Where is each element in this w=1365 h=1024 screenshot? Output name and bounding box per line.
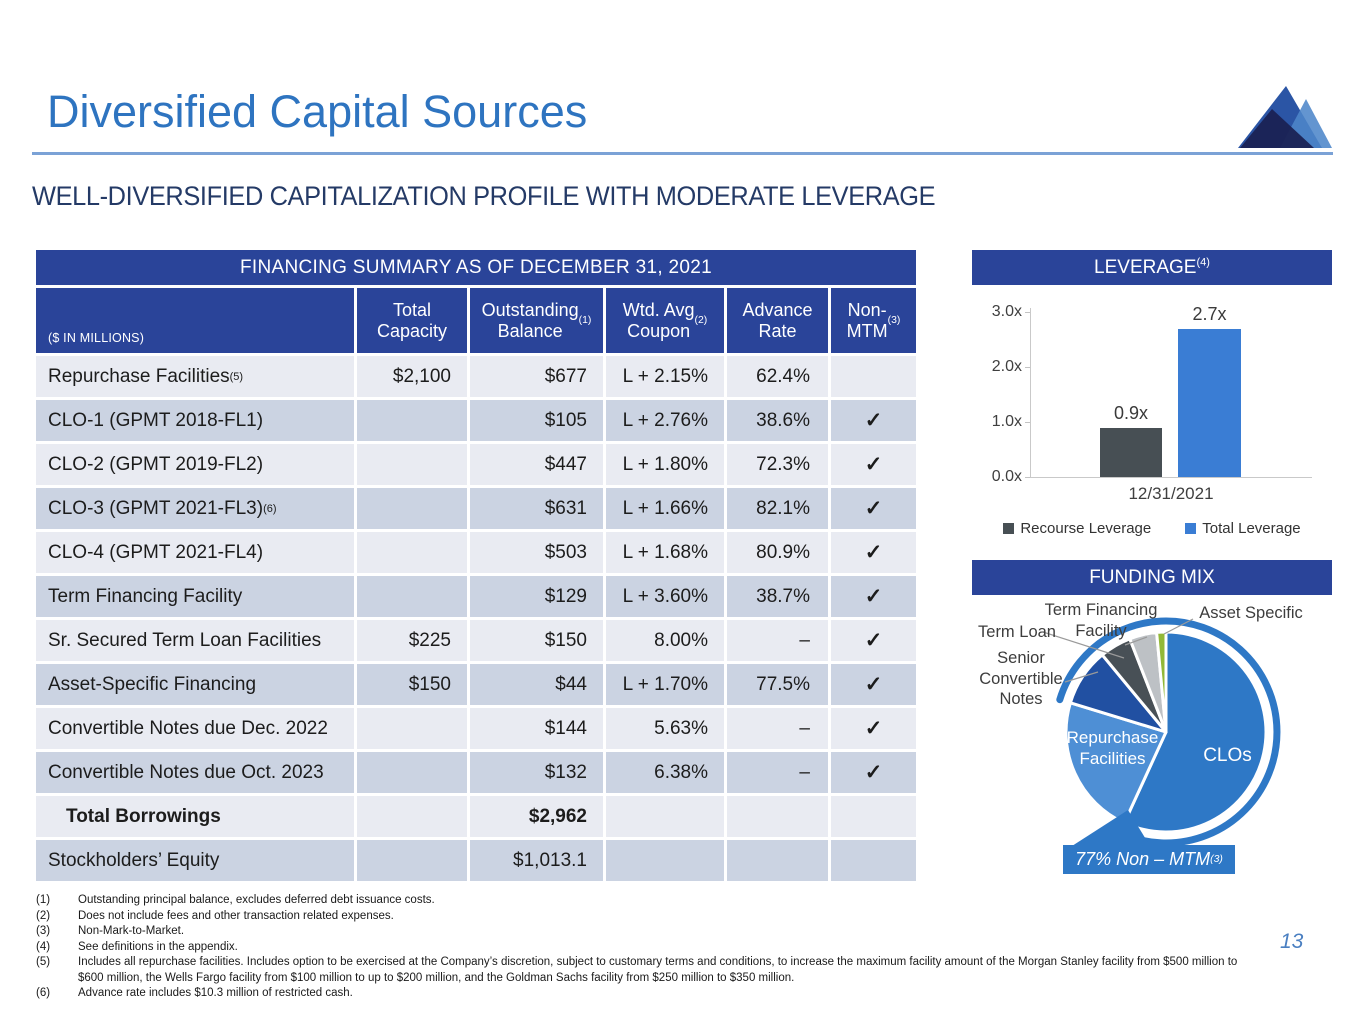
leverage-header [972,250,1332,285]
footnote [36,986,1264,1002]
column-header-5: Non- MTM (3) [831,288,916,353]
row-label: CLO-3 (GPMT 2021-FL3) (6) [36,488,354,529]
cell-non-mtm [831,620,916,661]
cell-wtd-avg-coupon: 5.63% [606,708,724,749]
cell-non-mtm [831,488,916,529]
cell-outstanding-balance: $150 [470,620,603,661]
legend-label: Recourse Leverage [1020,520,1152,537]
cell-advance-rate: 62.4% [727,356,828,397]
footnote-text: Non-Mark-to-Market. [78,925,185,937]
cell-non-mtm [831,356,916,397]
cell-wtd-avg-coupon: L + 2.76% [606,400,724,441]
legend-item [1003,520,1151,537]
cell-advance-rate: 80.9% [727,532,828,573]
x-axis-label: 12/31/2021 [1128,484,1214,503]
non-mtm-check-icon: ✓ [864,453,883,476]
row-label: Asset-Specific Financing [36,664,354,705]
leverage-title-text: LEVERAGE [1094,257,1197,278]
cell-outstanding-balance: $129 [470,576,603,617]
chart-legend [972,520,1332,537]
cell-outstanding-balance: $132 [470,752,603,793]
cell-total-capacity [357,840,467,881]
cell-wtd-avg-coupon: L + 1.80% [606,444,724,485]
cell-advance-rate: 38.6% [727,400,828,441]
legend-item [1185,520,1300,537]
cell-advance-rate: 82.1% [727,488,828,529]
cell-advance-rate: – [727,752,828,793]
row-label: Term Financing Facility [36,576,354,617]
y-tick-label: 3.0x [991,303,1022,320]
footnote-number: (2) [36,909,51,922]
leverage-panel [972,250,1332,538]
cell-total-capacity: $150 [357,664,467,705]
cell-total-capacity [357,444,467,485]
x-axis-line [1030,477,1312,478]
non-mtm-check-icon: ✓ [864,761,883,784]
cell-non-mtm [831,576,916,617]
pie-label-asset-specific: Asset Specific [1199,604,1303,622]
table-row [36,752,916,793]
footnote-number: (1) [36,894,51,906]
y-tick-mark [1025,422,1030,423]
y-tick-label: 2.0x [991,358,1022,375]
cell-wtd-avg-coupon: L + 1.68% [606,532,724,573]
table-row [36,708,916,749]
table-row [36,400,916,441]
column-header-2: Outstanding Balance (1) [470,288,603,353]
financing-summary-header: FINANCING SUMMARY AS OF DECEMBER 31, 2021 [36,250,916,285]
cell-wtd-avg-coupon: L + 1.70% [606,664,724,705]
pie-label-senior-convertible-notes: Senior Convertible Notes [979,649,1063,709]
financing-table-column-headers [36,288,916,353]
unit-label: ($ IN MILLIONS) [36,288,354,353]
footnote-number: (5) [36,956,51,968]
non-mtm-check-icon: ✓ [864,629,883,652]
leverage-bar-chart [972,288,1332,538]
column-header-1: Total Capacity [357,288,467,353]
table-row [36,840,916,881]
non-mtm-check-icon: ✓ [864,497,883,520]
pie-label-repurchase-facilities: Repurchase Facilities [1066,728,1159,769]
table-row [36,488,916,529]
page-number: 13 [1280,930,1304,953]
cell-total-capacity [357,488,467,529]
cell-wtd-avg-coupon [606,840,724,881]
cell-advance-rate: – [727,708,828,749]
cell-total-capacity [357,400,467,441]
table-row [36,356,916,397]
table-row [36,532,916,573]
table-row [36,796,916,837]
table-row [36,664,916,705]
footnote [36,924,1264,940]
pie-label-term-loan: Term Loan [978,623,1056,641]
cell-wtd-avg-coupon: L + 2.15% [606,356,724,397]
table-row [36,620,916,661]
cell-non-mtm [831,444,916,485]
financing-table-body [36,356,916,881]
cell-total-capacity: $2,100 [357,356,467,397]
cell-outstanding-balance: $677 [470,356,603,397]
non-mtm-callout: 77% Non – MTM (3) [1063,845,1235,874]
footnote-text: Includes all repurchase facilities. Includes option to be exercised at the Company’s discretion, subject to customary terms and conditions, to increase the maximum facility amount of the Morgan Stanley facility from $500 million to $600 million, the Wells Fargo facility from $100 million to up to $200 million, and the Goldman Sachs facility from $250 million to $350 million. [78,956,1238,984]
y-tick-mark [1025,477,1030,478]
cell-non-mtm [831,840,916,881]
y-axis-line [1030,308,1031,478]
cell-outstanding-balance: $105 [470,400,603,441]
footnote-text: Advance rate includes $10.3 million of restricted cash. [78,987,353,999]
cell-advance-rate: 72.3% [727,444,828,485]
cell-wtd-avg-coupon: L + 3.60% [606,576,724,617]
non-mtm-callout-text: 77% Non – MTM [1075,849,1211,869]
row-label: Sr. Secured Term Loan Facilities [36,620,354,661]
cell-outstanding-balance: $631 [470,488,603,529]
pie-label-term-financing-facility: Term Financing Facility [1044,601,1158,640]
cell-outstanding-balance: $44 [470,664,603,705]
row-label: Convertible Notes due Dec. 2022 [36,708,354,749]
footnote-text: Outstanding principal balance, excludes deferred debt issuance costs. [78,894,435,906]
row-label: Convertible Notes due Oct. 2023 [36,752,354,793]
row-label: CLO-1 (GPMT 2018-FL1) [36,400,354,441]
row-label: Total Borrowings [36,796,354,837]
footnote-text: Does not include fees and other transaction related expenses. [78,909,394,922]
y-tick-label: 0.0x [991,468,1022,485]
slide-subtitle: WELL-DIVERSIFIED CAPITALIZATION PROFILE WITH MODERATE LEVERAGE [32,181,936,211]
cell-non-mtm [831,532,916,573]
footnote-number: (3) [36,925,51,937]
bar-value-label: 0.9x [1113,402,1149,423]
legend-swatch-icon [1003,523,1014,534]
footnote [36,940,1264,956]
company-logo-mountain-icon [1226,84,1334,150]
cell-advance-rate: 77.5% [727,664,828,705]
cell-advance-rate [727,840,828,881]
funding-mix-header: FUNDING MIX [972,560,1332,595]
bar-total-leverage [1178,329,1241,478]
footnote-text: See definitions in the appendix. [78,940,238,953]
footnote-number: (6) [36,987,51,999]
bar-value-label: 2.7x [1192,303,1227,324]
cell-non-mtm [831,664,916,705]
column-header-3: Wtd. Avg Coupon (2) [606,288,724,353]
table-row [36,576,916,617]
cell-outstanding-balance: $503 [470,532,603,573]
row-label: CLO-2 (GPMT 2019-FL2) [36,444,354,485]
cell-wtd-avg-coupon [606,796,724,837]
non-mtm-check-icon: ✓ [864,585,883,608]
footnote-number: (4) [36,940,51,953]
footnote [36,955,1264,986]
cell-non-mtm [831,752,916,793]
leverage-title-sup: (4) [1196,256,1210,269]
row-label: Repurchase Facilities (5) [36,356,354,397]
cell-non-mtm [831,400,916,441]
cell-non-mtm [831,796,916,837]
cell-outstanding-balance: $1,013.1 [470,840,603,881]
pie-label-clos: CLOs [1203,745,1252,766]
y-tick-label: 1.0x [991,413,1022,430]
non-mtm-check-icon: ✓ [864,409,883,432]
cell-advance-rate: – [727,620,828,661]
cell-advance-rate: 38.7% [727,576,828,617]
cell-wtd-avg-coupon: L + 1.66% [606,488,724,529]
title-divider [32,152,1333,155]
column-header-4: Advance Rate [727,288,828,353]
page-title: Diversified Capital Sources [47,86,588,137]
cell-total-capacity [357,752,467,793]
cell-wtd-avg-coupon: 6.38% [606,752,724,793]
row-label: CLO-4 (GPMT 2021-FL4) [36,532,354,573]
footnotes [36,893,1264,1002]
footnote [36,909,1264,925]
cell-total-capacity [357,532,467,573]
cell-outstanding-balance: $447 [470,444,603,485]
y-tick-mark [1025,367,1030,368]
non-mtm-check-icon: ✓ [864,541,883,564]
cell-total-capacity [357,576,467,617]
cell-wtd-avg-coupon: 8.00% [606,620,724,661]
financing-summary-panel [36,250,916,881]
cell-advance-rate [727,796,828,837]
cell-total-capacity [357,796,467,837]
funding-mix-panel [972,560,1332,595]
table-row [36,444,916,485]
legend-swatch-icon [1185,523,1196,534]
non-mtm-check-icon: ✓ [864,717,883,740]
cell-outstanding-balance: $2,962 [470,796,603,837]
bar-recourse-leverage [1100,428,1162,478]
cell-non-mtm [831,708,916,749]
footnote [36,893,1264,909]
cell-outstanding-balance: $144 [470,708,603,749]
cell-total-capacity: $225 [357,620,467,661]
cell-total-capacity [357,708,467,749]
y-tick-mark [1025,312,1030,313]
legend-label: Total Leverage [1202,520,1301,537]
non-mtm-check-icon: ✓ [864,673,883,696]
row-label: Stockholders’ Equity [36,840,354,881]
